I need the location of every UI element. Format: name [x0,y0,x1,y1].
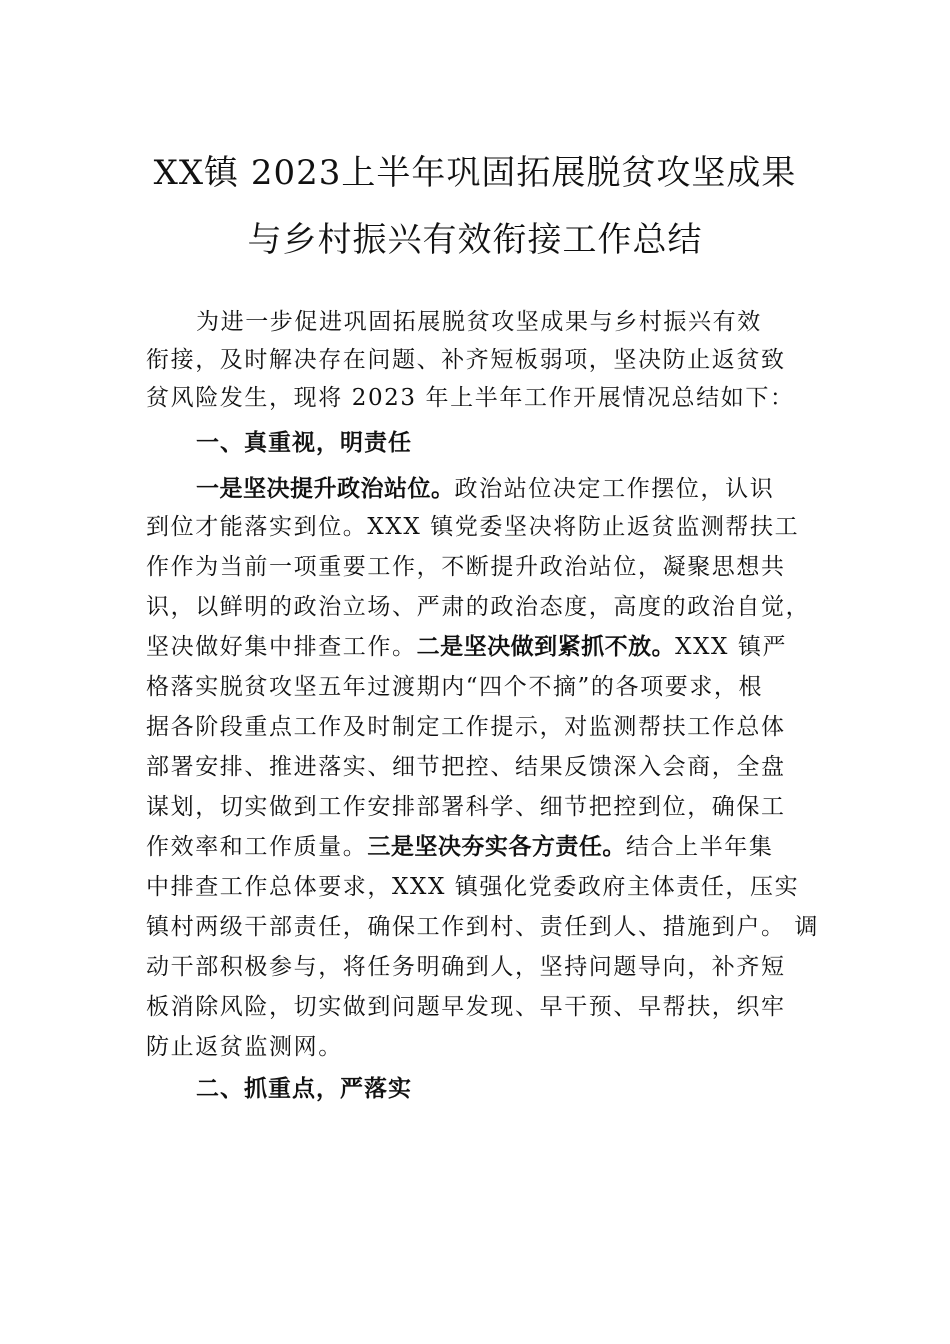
body-text: 作效率和工作质量。 [146,834,368,860]
body-line: 板消除风险，切实做到问题早发现、早干预、早帮扶，织牢 [146,994,786,1020]
document-title-line-1: XX镇 2023上半年巩固拓展脱贫攻坚成果 [153,153,797,193]
body-line [196,474,774,504]
body-line: 据各阶段重点工作及时制定工作提示，对监测帮扶工作总体 [146,714,786,740]
body-line: 部署安排、推进落实、细节把控、结果反馈深入会商，全盘 [146,754,786,780]
intro-line: 衔接，及时解决存在问题、补齐短板弱项，坚决防止返贫致 [146,347,786,373]
section-heading-1: 一、真重视，明责任 [196,430,412,456]
body-line: 作作为当前一项重要工作，不断提升政治站位，凝聚思想共 [146,554,786,580]
body-line: 到位才能落实到位。XXX 镇党委坚决将防止返贫监测帮扶工 [146,514,800,540]
body-line [146,632,787,662]
section-heading-2: 二、抓重点，严落实 [196,1076,412,1102]
body-text: XXX 镇严 [675,634,788,660]
key-point-1: 一是坚决提升政治站位。 [196,476,455,502]
body-line [146,832,774,862]
body-line: 动干部积极参与，将任务明确到人，坚持问题导向，补齐短 [146,954,786,980]
intro-line: 贫风险发生，现将 2023 年上半年工作开展情况总结如下： [146,385,795,411]
body-line: 镇村两级干部责任，确保工作到村、责任到人、措施到户。 调 [146,914,820,940]
body-line: 识，以鲜明的政治立场、严肃的政治态度，高度的政治自觉， [146,594,811,620]
intro-line: 为进一步促进巩固拓展脱贫攻坚成果与乡村振兴有效 [196,309,762,335]
body-line: 谋划，切实做到工作安排部署科学、细节把控到位，确保工 [146,794,786,820]
key-point-2: 二是坚决做到紧抓不放。 [416,634,676,660]
body-line: 中排查工作总体要求，XXX 镇强化党委政府主体责任，压实 [146,874,800,900]
body-line: 防止返贫监测网。 [146,1034,343,1060]
body-line: 格落实脱贫攻坚五年过渡期内“四个不摘”的各项要求，根 [146,674,764,700]
body-text: 坚决做好集中排查工作。 [146,634,417,660]
body-text: 结合上半年集 [625,834,774,860]
body-text: 政治站位决定工作摆位，认识 [454,476,775,502]
document-title-line-2: 与乡村振兴有效衔接工作总结 [247,220,703,260]
key-point-3: 三是坚决夯实各方责任。 [367,834,626,860]
